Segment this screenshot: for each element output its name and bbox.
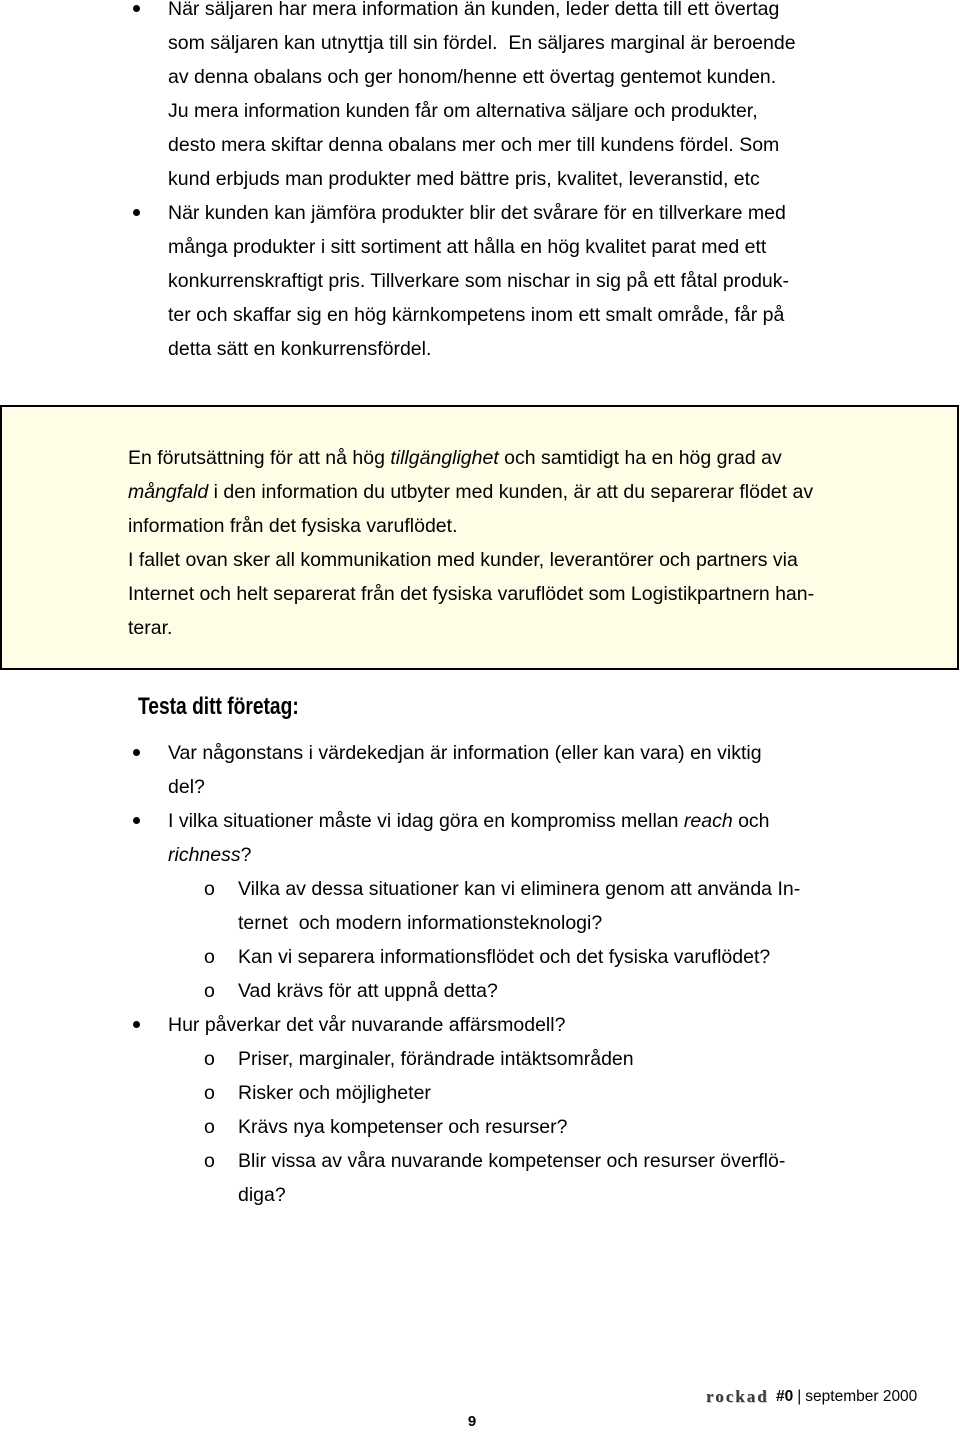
section-heading: Testa ditt företag: [138, 693, 299, 720]
text-line: ter och skaffar sig en hög kärnkompetens inom ett smalt område, får på [168, 304, 785, 326]
sub-question-item [204, 1076, 800, 1110]
sub-question-item [204, 1110, 800, 1144]
text-line: Blir vissa av våra nuvarande kompetenser och resurser överflö- [238, 1150, 786, 1172]
text-line: I fallet ovan sker all kommunikation med kunder, leverantörer och partners via [128, 549, 798, 571]
intro-list-item [168, 0, 796, 196]
page-number: 9 [467, 1413, 477, 1430]
text-line: ternet och modern informationsteknologi? [238, 912, 603, 934]
question-item [168, 804, 800, 1008]
text-line: desto mera skiftar denna obalans mer och mer till kundens fördel. Som [168, 134, 780, 156]
text-line: kund erbjuds man produkter med bättre pris, kvalitet, leveranstid, etc [168, 168, 760, 190]
text-line: av denna obalans och ger honom/henne ett övertag gentemot kunden. [168, 66, 777, 88]
list-marker: o [204, 1116, 215, 1138]
list-marker: o [204, 878, 215, 900]
emphasis-text: tillgänglighet [390, 447, 499, 469]
text-line: Krävs nya kompetenser och resurser? [238, 1116, 568, 1138]
sub-question-item [204, 940, 800, 974]
text-line: som säljaren kan utnyttja till sin fördel. En säljares marginal är beroende [168, 32, 796, 54]
sub-question-item [204, 974, 800, 1008]
sub-question-list [204, 872, 801, 1008]
list-marker: o [204, 980, 215, 1002]
text-line: information från det fysiska varuflödet. [128, 515, 458, 537]
text-line: När säljaren har mera information än kunden, leder detta till ett övertag [168, 0, 780, 20]
bullet-icon [133, 1021, 140, 1028]
text-line: Kan vi separera informationsflödet och det fysiska varuflödet? [238, 946, 771, 968]
emphasis-text: richness [168, 844, 241, 866]
text-line: Hur påverkar det vår nuvarande affärsmodell? [168, 1014, 566, 1036]
issue-number: #0 [776, 1388, 794, 1405]
text-line: konkurrenskraftigt pris. Tillverkare som nischar in sig på ett fåtal produk- [168, 270, 790, 292]
sub-question-item [204, 1144, 800, 1212]
rockad-logo: rockad [706, 1387, 769, 1406]
text-line: diga? [238, 1184, 286, 1206]
highlight-box-text [128, 441, 814, 645]
bullet-icon [133, 749, 140, 756]
text-line: Vilka av dessa situationer kan vi eliminera genom att använda In- [238, 878, 801, 900]
bullet-icon [133, 5, 140, 12]
text-line: många produkter i sitt sortiment att hålla en hög kvalitet parat med ett [168, 236, 767, 258]
text-line [128, 475, 814, 509]
text-line: När kunden kan jämföra produkter blir det svårare för en tillverkare med [168, 202, 786, 224]
bullet-icon [133, 209, 140, 216]
question-item [168, 1008, 800, 1212]
text-line: Var någonstans i värdekedjan är information (eller kan vara) en viktig [168, 742, 762, 764]
sub-question-item [204, 1042, 800, 1076]
list-marker: o [204, 1150, 215, 1172]
text-line [168, 804, 800, 838]
text-line: Risker och möjligheter [238, 1082, 431, 1104]
sub-question-item [204, 872, 801, 940]
question-list [168, 736, 800, 1212]
bullet-icon [133, 817, 140, 824]
list-marker: o [204, 1082, 215, 1104]
intro-list-item [168, 196, 796, 366]
text-line: Ju mera information kunden får om alternativa säljare och produkter, [168, 100, 758, 122]
sub-question-list [204, 1042, 800, 1212]
intro-bullet-list [168, 0, 796, 366]
text-line [128, 441, 814, 475]
text-line: del? [168, 776, 205, 798]
list-marker: o [204, 1048, 215, 1070]
text-line: detta sätt en konkurrensfördel. [168, 338, 432, 360]
highlight-box [0, 405, 959, 670]
emphasis-text: reach [683, 810, 733, 832]
text-line: terar. [128, 617, 173, 639]
text-line: Vad krävs för att uppnå detta? [238, 980, 498, 1002]
text-segment: och [732, 810, 770, 832]
text-segment: En förutsättning för att nå hög [128, 447, 391, 469]
text-segment: ? [240, 844, 252, 866]
issue-date: september 2000 [805, 1388, 918, 1405]
footer-separator: | [797, 1388, 802, 1405]
question-item [168, 736, 800, 804]
text-segment: i den information du utbyter med kunden, är att du separerar flödet av [208, 481, 814, 503]
emphasis-text: mångfald [128, 481, 209, 503]
text-line: Priser, marginaler, förändrade intäktsområden [238, 1048, 634, 1070]
text-segment: I vilka situationer måste vi idag göra en kompromiss mellan [168, 810, 684, 832]
text-line [168, 838, 800, 872]
text-line: Internet och helt separerat från det fysiska varuflödet som Logistikpartnern han- [128, 583, 815, 605]
list-marker: o [204, 946, 215, 968]
footer-issue-info [776, 1386, 917, 1408]
text-segment: och samtidigt ha en hög grad av [498, 447, 782, 469]
